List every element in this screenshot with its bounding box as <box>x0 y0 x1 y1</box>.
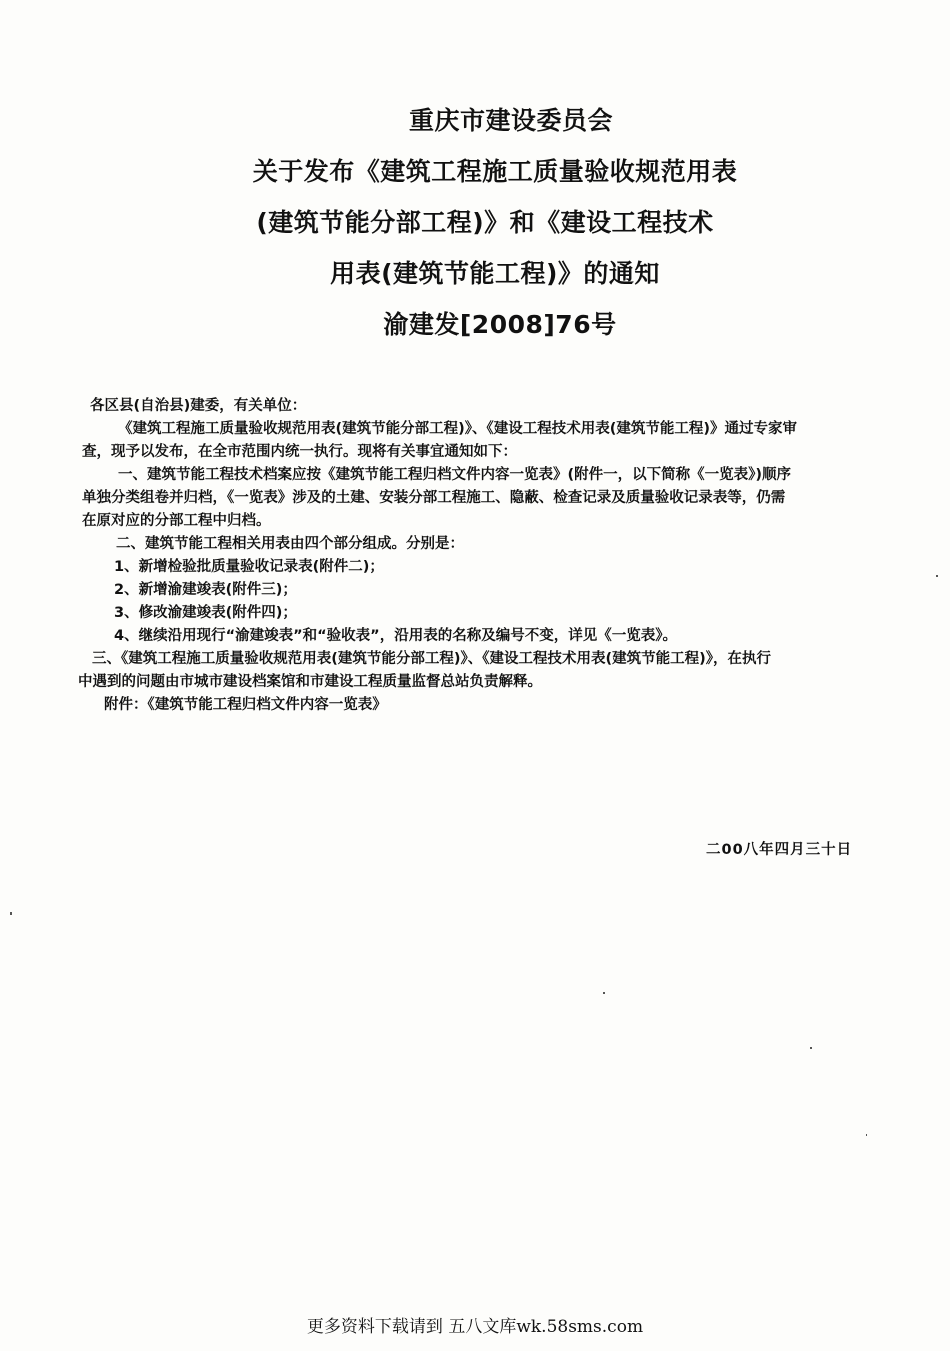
scan-speck <box>936 575 938 577</box>
list-item: 2、新增渝建竣表(附件三)； <box>114 582 297 598</box>
list-item: 4、继续沿用现行“渝建竣表”和“验收表”，沿用表的名称及编号不变，详见《一览表》。 <box>114 628 677 644</box>
list-item: 3、修改渝建竣表(附件四)； <box>114 605 297 621</box>
scan-speck <box>10 912 12 915</box>
document-number: 渝建发[2008]76号 <box>383 310 617 339</box>
body-line: 二、建筑节能工程相关用表由四个部分组成。分别是： <box>116 536 464 552</box>
issuer-title: 重庆市建设委员会 <box>408 106 613 135</box>
body-line: 单独分类组卷并归档，《一览表》涉及的土建、安装分部工程施工、隐蔽、检查记录及质量验收记录表等，仍需 <box>82 490 786 506</box>
scan-speck <box>810 1047 812 1049</box>
scan-speck <box>866 1134 867 1136</box>
title-line-1: 关于发布《建筑工程施工质量验收规范用表 <box>252 157 738 186</box>
issue-date: 二00八年四月三十日 <box>706 842 853 858</box>
salutation: 各区县(自治县)建委，有关单位： <box>90 398 307 414</box>
body-line: 在原对应的分部工程中归档。 <box>82 513 271 529</box>
scan-speck <box>603 992 605 994</box>
body-line: 三、《建筑工程施工质量验收规范用表(建筑节能分部工程)》、《建设工程技术用表(建筑节能工程)》，在执行 <box>92 651 772 667</box>
title-line-2: (建筑节能分部工程)》和《建设工程技术 <box>256 208 714 237</box>
body-line: 《建筑工程施工质量验收规范用表(建筑节能分部工程)》、《建设工程技术用表(建筑节能工程)》通过专家审 <box>118 421 798 437</box>
body-line: 中遇到的问题由市城市建设档案馆和市建设工程质量监督总站负责解释。 <box>78 674 542 690</box>
document-title <box>0 108 950 363</box>
attachment-line: 附件：《建筑节能工程归档文件内容一览表》 <box>104 697 387 713</box>
title-line-3: 用表(建筑节能工程)》的通知 <box>330 259 660 288</box>
body-line: 一、建筑节能工程技术档案应按《建筑节能工程归档文件内容一览表》(附件一，以下简称《一览表》)顺序 <box>118 467 791 483</box>
list-item: 1、新增检验批质量验收记录表(附件二)； <box>114 559 384 575</box>
document-body <box>78 395 908 717</box>
footer-watermark-text: 更多资料下载请到 五八文库wk.58sms.com <box>306 1317 644 1337</box>
body-line: 查，现予以发布，在全市范围内统一执行。现将有关事宜通知如下： <box>82 444 517 460</box>
